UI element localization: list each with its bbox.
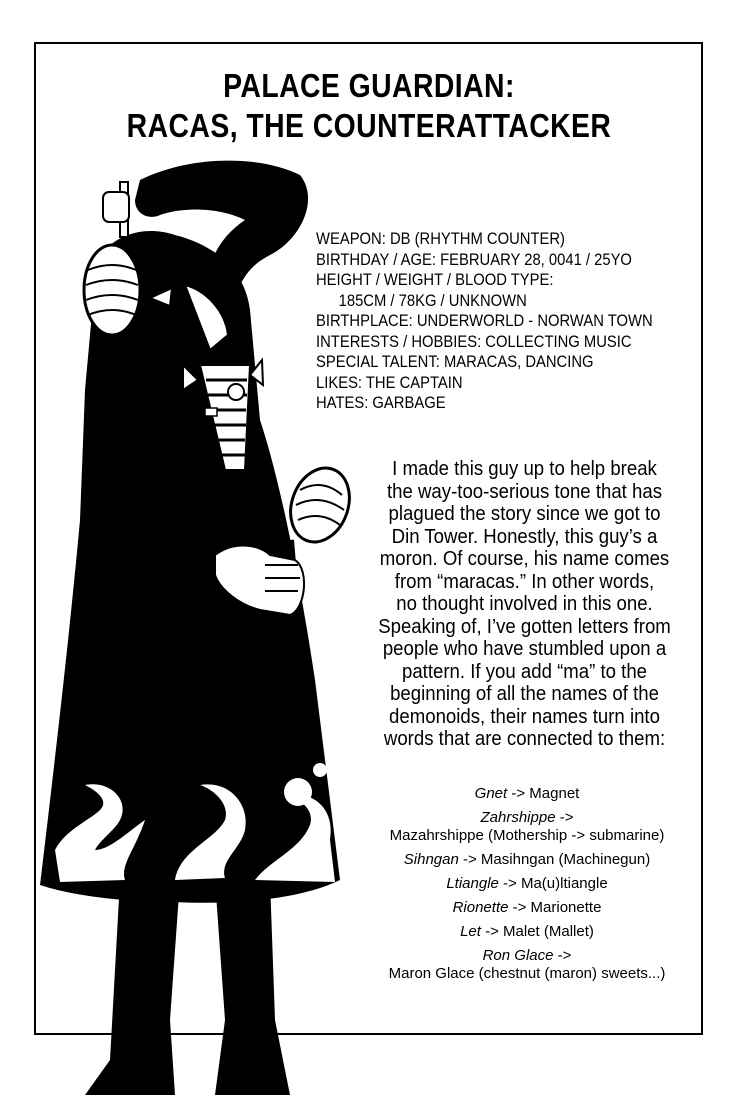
demonoid-name: Sihngan bbox=[403, 851, 459, 868]
note-line: people who have stumbled upon a bbox=[382, 638, 667, 660]
profile-hates: HATES: GARBAGE bbox=[316, 393, 446, 412]
note-line: beginning of all the names of the bbox=[390, 683, 659, 705]
note-line: Speaking of, I’ve gotten letters from bbox=[378, 615, 671, 638]
demonoid-name-list bbox=[362, 785, 692, 989]
profile-special-talent: SPECIAL TALENT: MARACAS, DANCING bbox=[316, 352, 594, 371]
list-item-sihngan bbox=[362, 851, 692, 869]
maraca-left bbox=[84, 182, 140, 335]
character-profile bbox=[316, 229, 653, 414]
list-item-rionette bbox=[362, 899, 692, 917]
demonoid-name: Ron Glace bbox=[482, 947, 554, 964]
note-line: pattern. If you add “ma” to the bbox=[401, 660, 648, 683]
note-line: no thought involved in this one. bbox=[396, 593, 653, 615]
profile-height-weight-label: HEIGHT / WEIGHT / BLOOD TYPE: bbox=[316, 270, 554, 289]
list-item-let bbox=[362, 923, 692, 941]
note-line: words that are connected to them: bbox=[383, 728, 666, 750]
name-result: Mazahrshippe (Mothership -> submarine) bbox=[389, 827, 665, 844]
demonoid-name: Ltiangle bbox=[446, 875, 499, 892]
demonoid-name: Zahrshippe bbox=[480, 809, 556, 826]
note-line: I made this guy up to help break bbox=[392, 458, 657, 480]
note-line: Din Tower. Honestly, this guy’s a bbox=[391, 525, 658, 548]
list-item-zahrshippe bbox=[362, 809, 692, 845]
profile-height-weight-value: 185CM / 78KG / UNKNOWN bbox=[338, 290, 527, 310]
note-line: from “maracas.” In other words, bbox=[394, 570, 655, 593]
note-line: demonoids, their names turn into bbox=[389, 705, 660, 728]
title-line-1: PALACE GUARDIAN: bbox=[223, 67, 515, 104]
name-result: -> Marionette bbox=[508, 899, 602, 916]
legs bbox=[85, 880, 290, 1095]
profile-interests: INTERESTS / HOBBIES: COLLECTING MUSIC bbox=[316, 331, 632, 351]
name-arrow: -> bbox=[553, 947, 572, 964]
profile-birthplace: BIRTHPLACE: UNDERWORLD - NORWAN TOWN bbox=[316, 311, 653, 330]
name-result: -> Ma(u)ltiangle bbox=[498, 875, 608, 892]
demonoid-name: Gnet bbox=[474, 785, 508, 802]
name-result: -> Malet (Mallet) bbox=[480, 923, 594, 940]
demonoid-name: Rionette bbox=[452, 899, 509, 916]
character-illustration bbox=[0, 160, 360, 1100]
name-result: Maron Glace (chestnut (maron) sweets...) bbox=[388, 965, 666, 982]
page-title bbox=[52, 66, 687, 146]
title-line-2: RACAS, THE COUNTERATTACKER bbox=[126, 107, 612, 144]
list-item-ron-glace bbox=[362, 947, 692, 983]
name-arrow: -> bbox=[555, 809, 574, 826]
name-result: -> Masihngan (Machinegun) bbox=[458, 851, 651, 868]
note-line: the way-too-serious tone that has bbox=[386, 480, 663, 503]
profile-likes: LIKES: THE CAPTAIN bbox=[316, 372, 463, 392]
list-item-ltiangle bbox=[362, 875, 692, 893]
profile-birthday-age: BIRTHDAY / AGE: FEBRUARY 28, 0041 / 25YO bbox=[316, 249, 632, 269]
note-line: moron. Of course, his name comes bbox=[379, 548, 670, 570]
list-item-gnet bbox=[362, 785, 692, 803]
note-line: plagued the story since we got to bbox=[388, 503, 661, 525]
author-note bbox=[364, 458, 685, 751]
demonoid-name: Let bbox=[460, 923, 481, 940]
name-result: -> Magnet bbox=[507, 785, 580, 802]
profile-weapon: WEAPON: DB (RHYTHM COUNTER) bbox=[316, 229, 565, 248]
